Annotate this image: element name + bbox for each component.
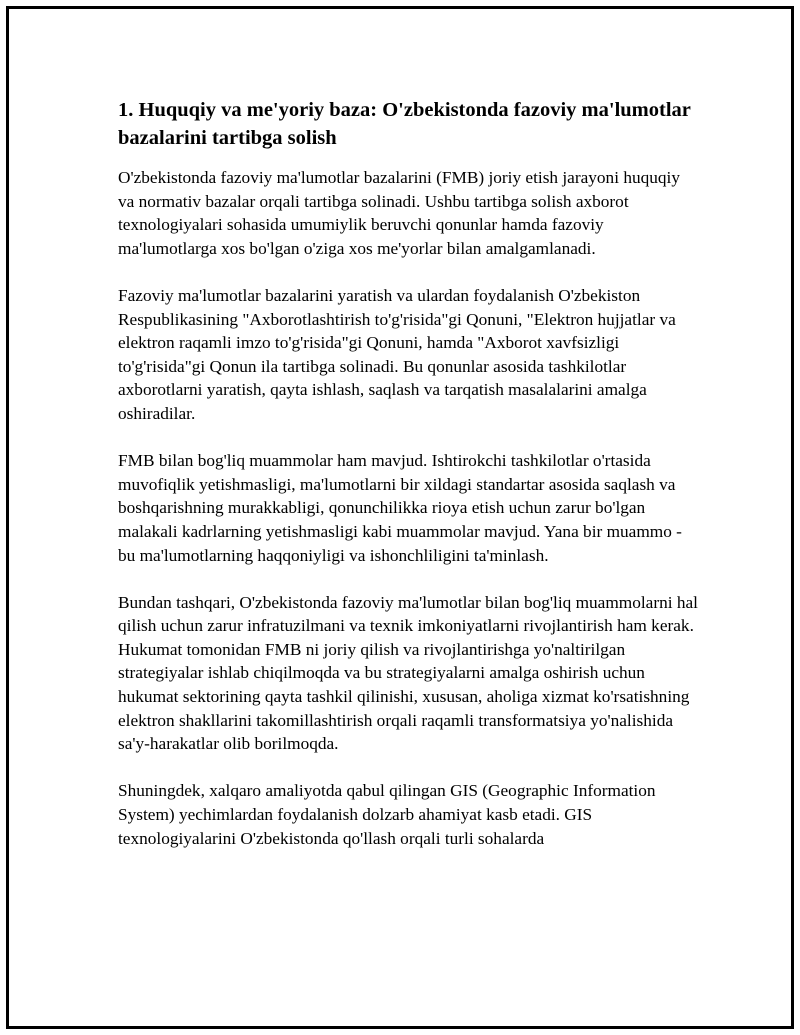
paragraph-5: Shuningdek, xalqaro amaliyotda qabul qilingan GIS (Geographic Information System) yechimlardan foydalanish dolzarb ahamiyat kasb etadi. GIS texnologiyalarini O'zbekistonda qo'llash orqali turli sohalarda	[118, 781, 656, 848]
section-heading: 1. Huquqiy va me'yoriy baza: O'zbekistonda fazoviy ma'lumotlar bazalarini tartibga solish	[118, 99, 691, 149]
paragraph-4: Bundan tashqari, O'zbekistonda fazoviy ma'lumotlar bilan bog'liq muammolarni hal qilish uchun zarur infratuzilmani va texnik imkoniyatlarni rivojlantirish ham kerak. Hukumat tomonidan FMB ni joriy qilish va rivojlantirishga yo'naltirilgan strategiyalar ishlab chiqilmoqda va bu strategiyalarni amalga oshirish uchun hukumat sektorining qayta tashkil qilinishi, xususan, aholiga xizmat ko'rsatishning elektron shakllarini takomillashtirish orqali raqamli transformatsiya yo'nalishida sa'y-harakatlar olib borilmoqda.	[118, 592, 698, 754]
paragraph-3: FMB bilan bog'liq muammolar ham mavjud. Ishtirokchi tashkilotlar o'rtasida muvofiqlik yetishmasligi, ma'lumotlarni bir xildagi standartar asosida saqlash va boshqarishning murakkabligi, qonunchilikka rioya etish uchun zarur bo'lgan malakali kadrlarning yetishmasligi kabi muammolar mavjud. Yana bir muammo - bu ma'lumotlarning haqqoniyligi va ishonchliligini ta'minlash.	[118, 451, 682, 565]
paragraph-1: O'zbekistonda fazoviy ma'lumotlar bazalarini (FMB) joriy etish jarayoni huquqiy va normativ bazalar orqali tartibga solinadi. Ushbu tartibga solish axborot texnologiyalari sohasida umumiylik beruvchi qonunlar hamda fazoviy ma'lumotlarga xos bo'lgan o'ziga xos me'yorlar bilan amalgamlanadi.	[118, 168, 680, 258]
document-body	[118, 96, 698, 874]
paragraph-2: Fazoviy ma'lumotlar bazalarini yaratish va ulardan foydalanish O'zbekiston Respublikasining "Axborotlashtirish to'g'risida"gi Qonuni, "Elektron hujjatlar va elektron raqamli imzo to'g'risida"gi Qonuni, hamda "Axborot xavfsizligi to'g'risida"gi Qonun ila tartibga solinadi. Bu qonunlar asosida tashkilotlar axborotlarni yaratish, qayta ishlash, saqlash va tarqatish masalalarini amalga oshiradilar.	[118, 285, 676, 423]
